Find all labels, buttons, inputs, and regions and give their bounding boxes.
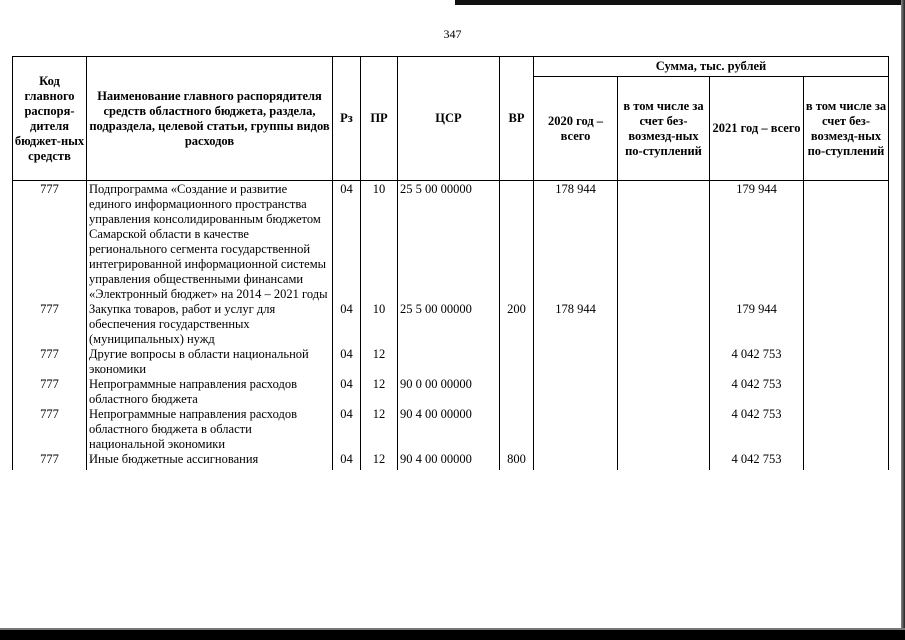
scan-edge-top [455, 0, 905, 5]
cell-csr: 90 4 00 00000 [398, 452, 500, 470]
header-name: Наименование главного распорядителя средств областного бюджета, раздела, подраздела, целевой статьи, группы видов расходов [87, 57, 333, 181]
table-row [13, 377, 889, 407]
header-rz: Рз [333, 57, 361, 181]
scan-edge-right [901, 0, 905, 640]
cell-pr: 12 [361, 452, 398, 470]
cell-pr: 12 [361, 347, 398, 377]
cell-2021-nonrepayable [804, 302, 889, 347]
cell-2021-nonrepayable [804, 347, 889, 377]
cell-pr: 12 [361, 407, 398, 452]
table-header [13, 57, 889, 181]
header-code: Код главного распоря-дителя бюджет-ных средств [13, 57, 87, 181]
cell-rz: 04 [333, 181, 361, 303]
table-row [13, 302, 889, 347]
cell-rz: 04 [333, 407, 361, 452]
cell-rz: 04 [333, 377, 361, 407]
cell-vr [500, 347, 534, 377]
cell-2021-nonrepayable [804, 181, 889, 303]
cell-name: Закупка товаров, работ и услуг для обеспечения государственных (муниципальных) нужд [87, 302, 333, 347]
cell-vr [500, 407, 534, 452]
cell-rz: 04 [333, 302, 361, 347]
cell-code: 777 [13, 377, 87, 407]
table-row [13, 181, 889, 303]
table-body [13, 181, 889, 471]
table-row [13, 347, 889, 377]
header-sum-group: Сумма, тыс. рублей [534, 57, 889, 77]
cell-2020-total [534, 407, 618, 452]
cell-2020-nonrepayable [618, 347, 710, 377]
cell-csr: 25 5 00 00000 [398, 181, 500, 303]
cell-2020-nonrepayable [618, 302, 710, 347]
cell-2020-nonrepayable [618, 181, 710, 303]
cell-name: Подпрограмма «Создание и развитие единого информационного пространства управления консолидированным бюджетом Самарской области в качестве регионального сегмента государственной интегрированной информационной системы управления общественными финансами «Электронный бюджет» на 2014 – 2021 годы [87, 181, 333, 303]
cell-vr: 200 [500, 302, 534, 347]
cell-name: Непрограммные направления расходов областного бюджета [87, 377, 333, 407]
cell-2021-total: 4 042 753 [710, 377, 804, 407]
cell-csr: 25 5 00 00000 [398, 302, 500, 347]
cell-2020-total [534, 452, 618, 470]
header-2020-nonrepayable: в том числе за счет без-возмезд-ных по-ступлений [618, 77, 710, 181]
cell-vr [500, 377, 534, 407]
cell-pr: 10 [361, 302, 398, 347]
cell-code: 777 [13, 181, 87, 303]
header-vr: ВР [500, 57, 534, 181]
cell-2020-nonrepayable [618, 377, 710, 407]
cell-vr [500, 181, 534, 303]
table-row [13, 452, 889, 470]
header-2021-total: 2021 год – всего [710, 77, 804, 181]
cell-name: Непрограммные направления расходов областного бюджета в области национальной экономики [87, 407, 333, 452]
cell-vr: 800 [500, 452, 534, 470]
cell-2020-nonrepayable [618, 452, 710, 470]
cell-2020-total [534, 377, 618, 407]
cell-2021-nonrepayable [804, 407, 889, 452]
cell-2021-nonrepayable [804, 452, 889, 470]
cell-csr: 90 4 00 00000 [398, 407, 500, 452]
page-number: 347 [443, 27, 462, 41]
cell-rz: 04 [333, 347, 361, 377]
budget-table [12, 56, 889, 470]
scan-edge-bottom [0, 630, 905, 640]
header-pr: ПР [361, 57, 398, 181]
cell-csr [398, 347, 500, 377]
cell-2021-total: 4 042 753 [710, 347, 804, 377]
cell-2021-total: 4 042 753 [710, 407, 804, 452]
cell-rz: 04 [333, 452, 361, 470]
cell-code: 777 [13, 407, 87, 452]
cell-code: 777 [13, 302, 87, 347]
cell-csr: 90 0 00 00000 [398, 377, 500, 407]
table-row [13, 407, 889, 452]
header-2021-nonrepayable: в том числе за счет без-возмезд-ных по-ступлений [804, 77, 889, 181]
cell-2021-total: 179 944 [710, 302, 804, 347]
cell-2021-total: 179 944 [710, 181, 804, 303]
cell-name: Другие вопросы в области национальной экономики [87, 347, 333, 377]
cell-code: 777 [13, 347, 87, 377]
cell-name: Иные бюджетные ассигнования [87, 452, 333, 470]
cell-2020-total: 178 944 [534, 181, 618, 303]
cell-2020-nonrepayable [618, 407, 710, 452]
header-2020-total: 2020 год – всего [534, 77, 618, 181]
header-csr: ЦСР [398, 57, 500, 181]
cell-code: 777 [13, 452, 87, 470]
cell-2020-total [534, 347, 618, 377]
cell-2020-total: 178 944 [534, 302, 618, 347]
cell-2021-nonrepayable [804, 377, 889, 407]
cell-pr: 10 [361, 181, 398, 303]
cell-2021-total: 4 042 753 [710, 452, 804, 470]
cell-pr: 12 [361, 377, 398, 407]
